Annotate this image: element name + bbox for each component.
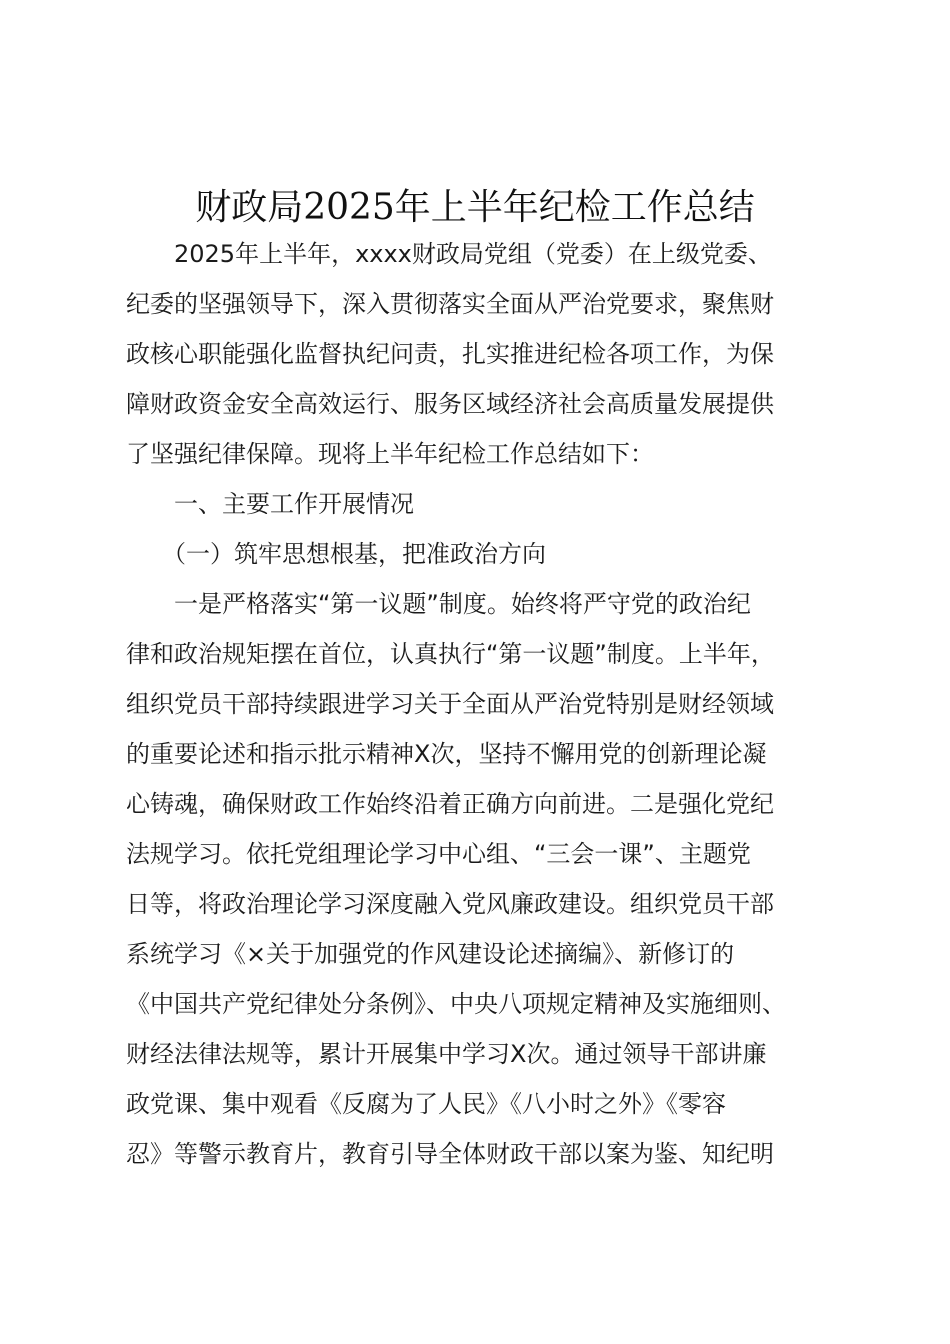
paragraph-line: 系统学习《×关于加强党的作风建设论述摘编》、新修订的 <box>126 940 735 968</box>
paragraph-line: 2025年上半年，xxxx财政局党组（党委）在上级党委、 <box>126 240 772 268</box>
paragraph-line: 《中国共产党纪律处分条例》、中央八项规定精神及实施细则、 <box>126 990 786 1018</box>
document-title: 财政局2025年上半年纪检工作总结 <box>195 187 755 228</box>
paragraph-line: 财经法律法规等，累计开展集中学习X次。通过领导干部讲廉 <box>126 1040 767 1068</box>
paragraph-line: 忍》等警示教育片，教育引导全体财政干部以案为鉴、知纪明 <box>126 1140 774 1168</box>
paragraph-line: 政核心职能强化监督执纪问责，扎实推进纪检各项工作，为保 <box>126 340 774 368</box>
paragraph-line: 日等，将政治理论学习深度融入党风廉政建设。组织党员干部 <box>126 890 774 918</box>
paragraph-line: 法规学习。依托党组理论学习中心组、“三会一课”、主题党 <box>126 840 751 868</box>
paragraph-line: 障财政资金安全高效运行、服务区域经济社会高质量发展提供 <box>126 390 774 418</box>
subsection-heading: （一）筑牢思想根基，把准政治方向 <box>126 540 546 568</box>
paragraph-line: 律和政治规矩摆在首位，认真执行“第一议题”制度。上半年， <box>126 640 775 668</box>
paragraph-line: 心铸魂，确保财政工作始终沿着正确方向前进。二是强化党纪 <box>126 790 774 818</box>
paragraph-line: 一是严格落实“第一议题”制度。始终将严守党的政治纪 <box>126 590 751 618</box>
section-heading: 一、主要工作开展情况 <box>126 490 414 518</box>
paragraph-line: 组织党员干部持续跟进学习关于全面从严治党特别是财经领域 <box>126 690 774 718</box>
paragraph-line: 了坚强纪律保障。现将上半年纪检工作总结如下： <box>126 440 654 468</box>
paragraph-line: 政党课、集中观看《反腐为了人民》《八小时之外》《零容 <box>126 1090 726 1118</box>
paragraph-line: 纪委的坚强领导下，深入贯彻落实全面从严治党要求，聚焦财 <box>126 290 774 318</box>
paragraph-line: 的重要论述和指示批示精神X次，坚持不懈用党的创新理论凝 <box>126 740 767 768</box>
